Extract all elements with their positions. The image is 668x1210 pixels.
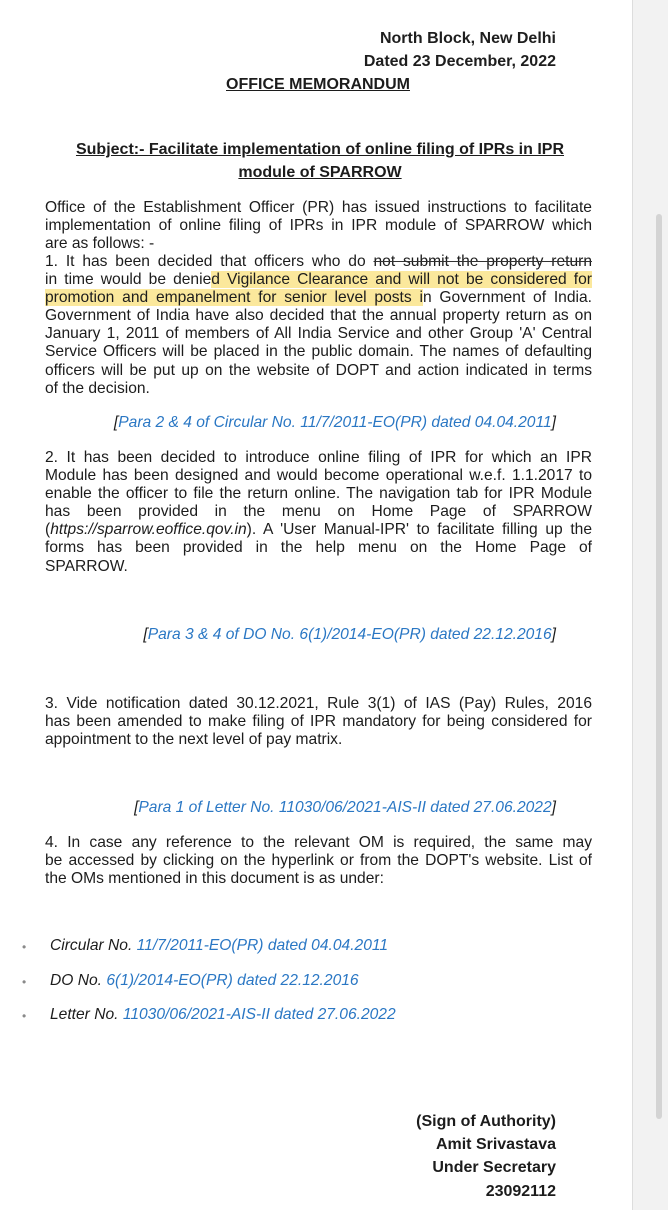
list-item-prefix: DO No.: [50, 972, 107, 989]
list-item[interactable]: [50, 1006, 396, 1024]
om-link-circular[interactable]: 11/7/2011-EO(PR) dated 04.04.2011: [136, 937, 389, 954]
para2-line-7: SPARROW.: [45, 557, 128, 575]
para3-line-2: has been amended to make filing of IPR mandatory for being considered for: [45, 713, 592, 731]
header-location: North Block, New Delhi: [379, 30, 556, 47]
para1-line-2: [45, 271, 592, 289]
memo-title: OFFICE MEMORANDUM: [226, 76, 410, 93]
ref-bracket-close: ]: [551, 414, 556, 431]
para2-line-4: has been provided in the menu on Home Page of SPARROW: [45, 503, 592, 521]
para1-line-1: [45, 253, 592, 271]
para1-reference[interactable]: [114, 414, 556, 432]
para1-line-6: Service Officers will be placed in the public domain. The names of defaulting: [45, 343, 592, 361]
para1-highlight-1: d Vigilance Clearance and will not be considered for: [211, 271, 592, 289]
para2-reference-link[interactable]: Para 3 & 4 of DO No. 6(1)/2014-EO(PR) dated 22.12.2016: [147, 626, 552, 643]
para1-line-7: officers will be put up on the website of DOPT and action indicated in terms: [45, 361, 592, 379]
ref-bracket-close: ]: [551, 799, 556, 816]
para1-line-1-text: 1. It has been decided that officers who do: [45, 253, 374, 270]
signatory-name: Amit Srivastava: [435, 1136, 556, 1154]
paragraph-3: [45, 695, 592, 749]
paragraph-2: [45, 449, 592, 576]
para1-strike-text: not submit the property return: [373, 253, 592, 270]
subject-line-1: Subject:- Facilitate implementation of online filing of IPRs in IPR: [75, 141, 565, 158]
ref-bracket-close: ]: [551, 626, 556, 643]
bullet-icon: •: [22, 1009, 27, 1023]
header-date: Dated 23 December, 2022: [363, 53, 556, 70]
signatory-designation: Under Secretary: [432, 1159, 556, 1177]
sparrow-url[interactable]: https://sparrow.eoffice.qov.in: [50, 521, 247, 539]
om-link-do[interactable]: 6(1)/2014-EO(PR) dated 22.12.2016: [106, 972, 359, 989]
scrollbar-thumb[interactable]: [656, 214, 662, 1119]
para1-line-5: January 1, 2011 of members of All India Service and other Group 'A' Central: [45, 325, 592, 343]
para2-reference[interactable]: [143, 626, 556, 644]
intro-line-3: are as follows: -: [45, 235, 155, 253]
para2-line-5-text: ). A 'User Manual-IPR' to facilitate filling up the: [246, 521, 592, 539]
para3-reference[interactable]: [134, 799, 556, 817]
list-item[interactable]: [50, 972, 359, 990]
para1-line-8: of the decision.: [45, 379, 150, 397]
para2-line-2: Module has been designed and would become operational w.e.f. 1.1.2017 to: [45, 467, 592, 485]
para3-reference-link[interactable]: Para 1 of Letter No. 11030/06/2021-AIS-II dated 27.06.2022: [138, 799, 552, 816]
intro-line-1: Office of the Establishment Officer (PR) has issued instructions to facilitate: [45, 199, 592, 216]
para1-reference-link[interactable]: Para 2 & 4 of Circular No. 11/7/2011-EO(PR) dated 04.04.2011: [118, 414, 552, 431]
subject: [60, 138, 580, 184]
para1-highlight-2: promotion and empanelment for senior level posts i: [45, 289, 423, 307]
para2-line-5: [45, 521, 592, 539]
paragraph-4: [45, 834, 592, 888]
para1-line-2-text: in time would be denie: [45, 271, 212, 289]
para1-line-4: Government of India have also decided that the annual property return as on: [45, 307, 592, 325]
signatory-phone: 23092112: [485, 1182, 556, 1200]
paragraph-1: [45, 253, 592, 398]
para4-line-1: 4. In case any reference to the relevant OM is required, the same may: [45, 834, 592, 851]
para4-line-2: be accessed by clicking on the hyperlink or from the DOPT's website. List of: [45, 852, 592, 870]
subject-line-2: module of SPARROW: [238, 164, 402, 181]
para3-line-3: appointment to the next level of pay matrix.: [45, 731, 343, 749]
para2-line-1: 2. It has been decided to introduce online filing of IPR for which an IPR: [45, 449, 592, 466]
list-item-prefix: Circular No.: [50, 937, 137, 954]
ref-bracket-open: [: [113, 414, 119, 431]
signature-block: [416, 1110, 556, 1203]
list-item[interactable]: [50, 937, 388, 955]
ref-bracket-open: [: [143, 626, 148, 643]
para3-line-1: 3. Vide notification dated 30.12.2021, Rule 3(1) of IAS (Pay) Rules, 2016: [45, 695, 592, 712]
para2-paren-open: (: [45, 521, 51, 539]
intro-line-2: implementation of online filing of IPRs in IPR module of SPARROW which: [45, 217, 592, 235]
para2-line-6: forms has been provided in the help menu on the Home Page of: [45, 539, 592, 557]
para2-line-3: enable the officer to file the return online. The navigation tab for IPR Module: [45, 485, 592, 503]
bullet-icon: •: [22, 940, 27, 954]
intro-paragraph: [45, 199, 592, 253]
para4-line-3: the OMs mentioned in this document is as under:: [45, 870, 384, 888]
om-link-letter[interactable]: 11030/06/2021-AIS-II dated 27.06.2022: [122, 1006, 396, 1023]
para1-line-3-text: n Government of India.: [422, 289, 592, 307]
bullet-icon: •: [22, 975, 27, 989]
viewer-side-panel: [632, 0, 668, 1210]
ref-bracket-open: [: [134, 799, 139, 816]
sign-of-authority: (Sign of Authority): [416, 1113, 556, 1130]
para1-line-3: [45, 289, 592, 307]
list-item-prefix: Letter No.: [50, 1006, 123, 1023]
